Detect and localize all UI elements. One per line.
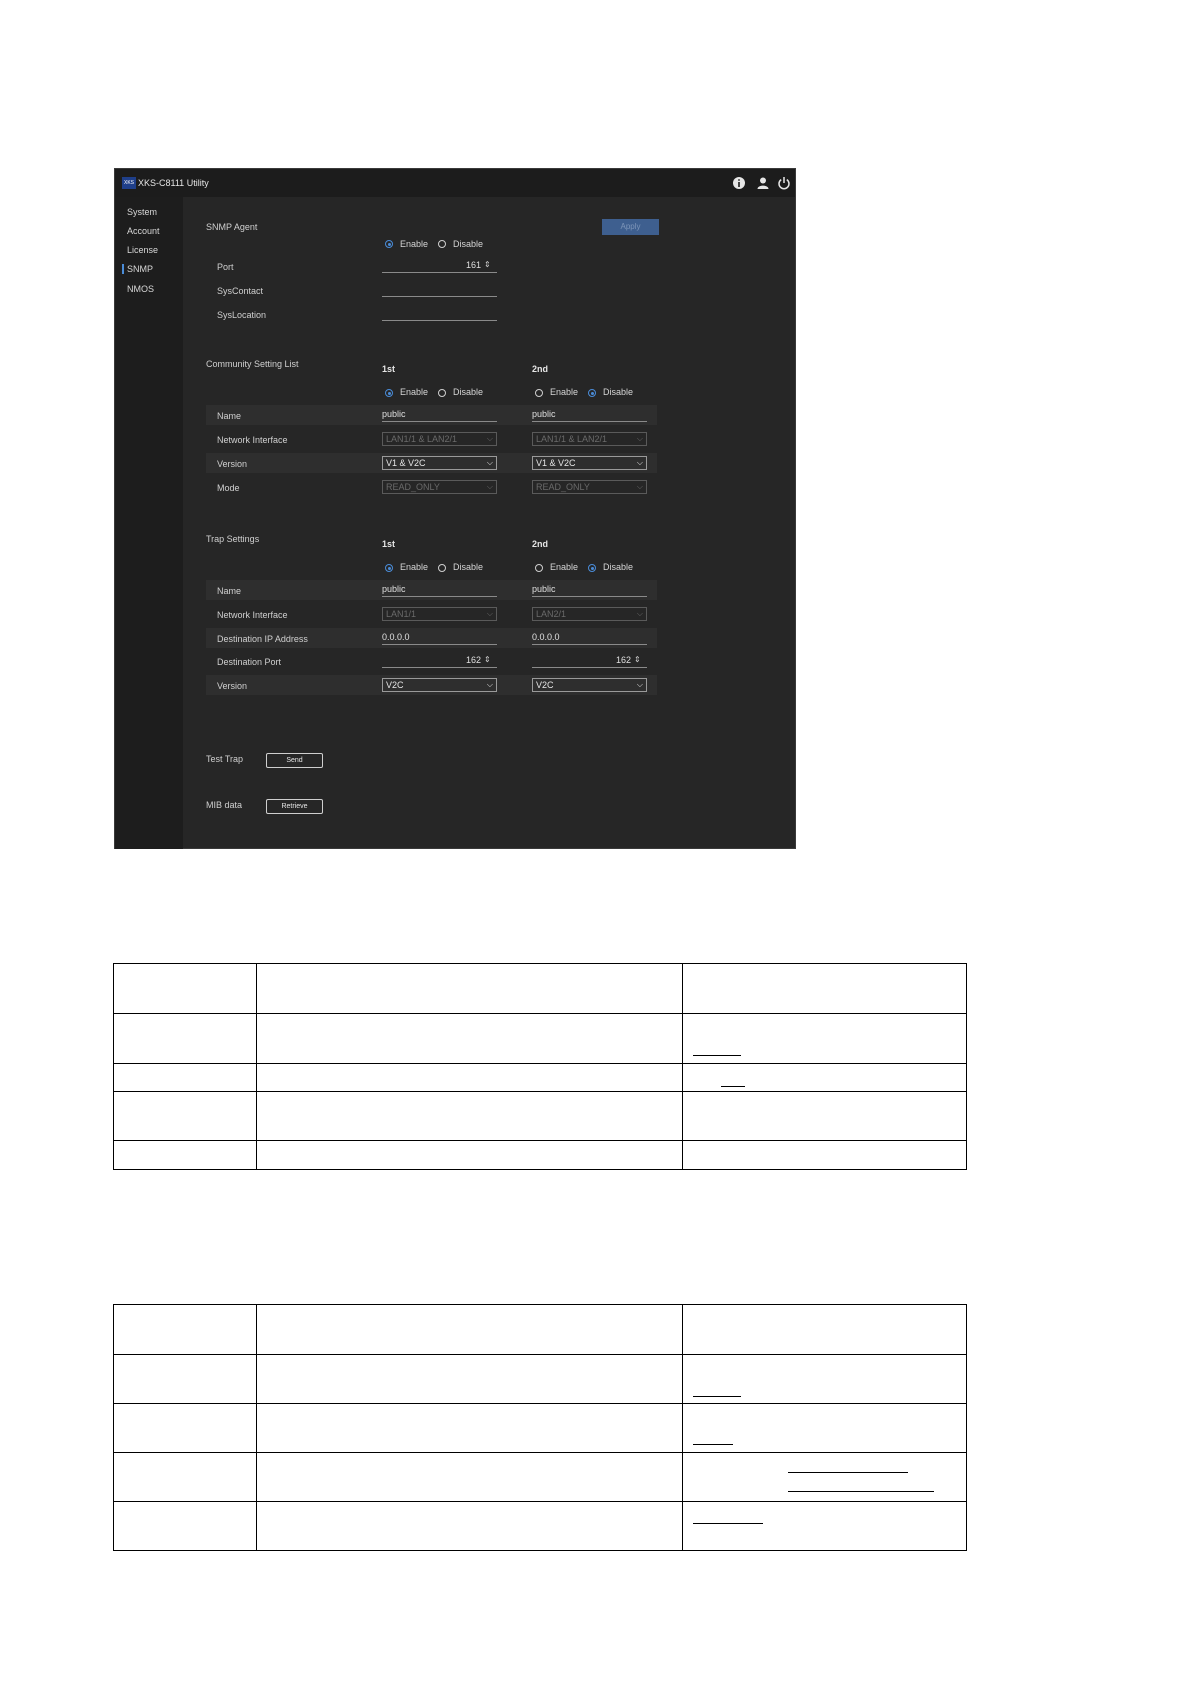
table-cell bbox=[257, 964, 683, 1014]
table-cell bbox=[257, 1502, 683, 1551]
send-button[interactable]: Send bbox=[266, 753, 323, 768]
table-row bbox=[114, 1502, 967, 1551]
trap2-name-input[interactable]: public bbox=[532, 582, 647, 597]
community2-netif-select[interactable] bbox=[532, 432, 647, 446]
trap2-enable-label: Enable bbox=[550, 562, 579, 572]
trap-col2-header: 2nd bbox=[532, 539, 549, 549]
sidebar bbox=[115, 197, 183, 849]
port-stepper-icon[interactable]: ⇕ bbox=[484, 260, 491, 269]
trap-netif-label: Network Interface bbox=[217, 610, 288, 620]
table-cell bbox=[257, 1355, 683, 1404]
sidebar-item-license[interactable]: License bbox=[127, 245, 159, 255]
table-cell bbox=[114, 1014, 257, 1064]
sidebar-item-account[interactable]: Account bbox=[127, 226, 160, 236]
community-heading: Community Setting List bbox=[206, 359, 299, 369]
trap-destip-label: Destination IP Address bbox=[217, 634, 308, 644]
community-version-label: Version bbox=[217, 459, 248, 469]
table-cell bbox=[114, 1305, 257, 1355]
trap2-version-select[interactable] bbox=[532, 678, 647, 692]
chevron-down-icon: ⌵ bbox=[486, 434, 493, 443]
underline bbox=[788, 1472, 908, 1473]
chevron-down-icon: ⌵ bbox=[636, 434, 643, 443]
table-cell bbox=[257, 1305, 683, 1355]
community-name-label: Name bbox=[217, 411, 242, 421]
table-cell bbox=[257, 1064, 683, 1092]
trap-destport-label: Destination Port bbox=[217, 657, 282, 667]
trap2-port-stepper-icon[interactable]: ⇕ bbox=[634, 655, 641, 664]
trap2-enable-radio[interactable] bbox=[535, 564, 543, 572]
underline bbox=[693, 1444, 733, 1445]
community1-version-select[interactable] bbox=[382, 456, 497, 470]
agent-disable-radio[interactable] bbox=[438, 240, 446, 248]
table-row bbox=[114, 1141, 967, 1170]
trap2-disable-label: Disable bbox=[603, 562, 634, 572]
agent-enable-label: Enable bbox=[400, 239, 429, 249]
table-cell bbox=[683, 1355, 967, 1404]
trap1-disable-label: Disable bbox=[453, 562, 484, 572]
trap2-version-value: V2C bbox=[536, 680, 554, 690]
parameter-table-1 bbox=[113, 963, 967, 1170]
trap2-destport-input[interactable] bbox=[532, 653, 647, 668]
community2-version-value: V1 & V2C bbox=[536, 458, 576, 468]
utility-window bbox=[114, 168, 796, 849]
trap1-port-stepper-icon[interactable]: ⇕ bbox=[484, 655, 491, 664]
community2-enable-label: Enable bbox=[550, 387, 579, 397]
community2-disable-radio[interactable] bbox=[588, 389, 596, 397]
sidebar-item-system[interactable]: System bbox=[127, 207, 158, 217]
underline bbox=[721, 1086, 745, 1087]
underline bbox=[693, 1396, 741, 1397]
power-icon[interactable] bbox=[777, 176, 791, 190]
trap-heading: Trap Settings bbox=[206, 534, 260, 544]
community1-disable-label: Disable bbox=[453, 387, 484, 397]
parameter-table-2 bbox=[113, 1304, 967, 1551]
table-cell bbox=[683, 1014, 967, 1064]
underline bbox=[788, 1491, 934, 1492]
trap2-netif-value: LAN2/1 bbox=[536, 609, 567, 619]
underline bbox=[693, 1523, 763, 1524]
table-row bbox=[114, 1404, 967, 1453]
user-icon[interactable] bbox=[756, 176, 770, 190]
port-input[interactable] bbox=[382, 258, 497, 273]
trap2-disable-radio[interactable] bbox=[588, 564, 596, 572]
table-cell bbox=[683, 1092, 967, 1141]
table-cell bbox=[257, 1014, 683, 1064]
snmp-agent-heading: SNMP Agent bbox=[206, 222, 258, 232]
community1-enable-label: Enable bbox=[400, 387, 429, 397]
table-cell bbox=[683, 1502, 967, 1551]
community2-version-select[interactable] bbox=[532, 456, 647, 470]
trap1-destport-value: 162 bbox=[465, 655, 481, 665]
agent-enable-radio[interactable] bbox=[385, 240, 393, 248]
table-cell bbox=[114, 1064, 257, 1092]
table-cell bbox=[114, 1355, 257, 1404]
trap1-destport-input[interactable] bbox=[382, 653, 497, 668]
syscontact-input[interactable] bbox=[382, 282, 497, 297]
chevron-down-icon: ⌵ bbox=[486, 609, 493, 618]
table-cell bbox=[683, 1453, 967, 1502]
community1-disable-radio[interactable] bbox=[438, 389, 446, 397]
port-value: 161 bbox=[465, 260, 481, 270]
chevron-down-icon: ⌵ bbox=[486, 458, 493, 467]
chevron-down-icon: ⌵ bbox=[636, 482, 643, 491]
trap1-netif-select[interactable] bbox=[382, 607, 497, 621]
trap1-name-input[interactable]: public bbox=[382, 582, 497, 597]
table-cell bbox=[114, 1092, 257, 1141]
table-cell bbox=[683, 1305, 967, 1355]
syslocation-input[interactable] bbox=[382, 306, 497, 321]
table-row bbox=[114, 1014, 967, 1064]
chevron-down-icon: ⌵ bbox=[636, 680, 643, 689]
table-cell bbox=[114, 1502, 257, 1551]
underline bbox=[693, 1055, 741, 1056]
chevron-down-icon: ⌵ bbox=[486, 680, 493, 689]
table-cell bbox=[114, 964, 257, 1014]
community2-mode-value: READ_ONLY bbox=[536, 482, 590, 492]
trap1-disable-radio[interactable] bbox=[438, 564, 446, 572]
community1-version-value: V1 & V2C bbox=[386, 458, 426, 468]
table-row bbox=[114, 1355, 967, 1404]
trap1-version-value: V2C bbox=[386, 680, 404, 690]
community2-disable-label: Disable bbox=[603, 387, 634, 397]
apply-button[interactable]: Apply bbox=[602, 219, 659, 235]
table-cell bbox=[257, 1453, 683, 1502]
title-bar bbox=[115, 169, 795, 197]
trap2-destport-value: 162 bbox=[615, 655, 631, 665]
table-row bbox=[114, 1064, 967, 1092]
table-cell bbox=[114, 1404, 257, 1453]
retrieve-button[interactable]: Retrieve bbox=[266, 799, 323, 814]
community1-netif-select[interactable] bbox=[382, 432, 497, 446]
port-label: Port bbox=[217, 262, 234, 272]
agent-disable-label: Disable bbox=[453, 239, 484, 249]
trap2-netif-select[interactable] bbox=[532, 607, 647, 621]
community1-name-input[interactable]: public bbox=[382, 407, 497, 422]
syslocation-label: SysLocation bbox=[217, 310, 267, 320]
trap1-version-select[interactable] bbox=[382, 678, 497, 692]
chevron-down-icon: ⌵ bbox=[636, 609, 643, 618]
table-cell bbox=[114, 1453, 257, 1502]
community-mode-label: Mode bbox=[217, 483, 240, 493]
trap1-enable-label: Enable bbox=[400, 562, 429, 572]
table-row bbox=[114, 1305, 967, 1355]
trap-name-label: Name bbox=[217, 586, 242, 596]
community2-netif-value: LAN1/1 & LAN2/1 bbox=[536, 434, 608, 444]
table-cell bbox=[683, 1064, 967, 1092]
trap1-destip-input[interactable]: 0.0.0.0 bbox=[382, 630, 497, 645]
sidebar-item-snmp[interactable]: SNMP bbox=[122, 264, 153, 274]
table-cell bbox=[683, 1141, 967, 1170]
sidebar-item-nmos[interactable]: NMOS bbox=[127, 284, 154, 294]
syscontact-label: SysContact bbox=[217, 286, 264, 296]
table-cell bbox=[683, 1404, 967, 1453]
community1-mode-select[interactable] bbox=[382, 480, 497, 494]
chevron-down-icon: ⌵ bbox=[636, 458, 643, 467]
community-col1-header: 1st bbox=[382, 364, 396, 374]
table-row bbox=[114, 1453, 967, 1502]
table-cell bbox=[114, 1141, 257, 1170]
trap1-netif-value: LAN1/1 bbox=[386, 609, 417, 619]
community-netif-label: Network Interface bbox=[217, 435, 288, 445]
table-row bbox=[114, 1092, 967, 1141]
table-row bbox=[114, 964, 967, 1014]
community1-mode-value: READ_ONLY bbox=[386, 482, 440, 492]
test-trap-label: Test Trap bbox=[206, 754, 244, 764]
community1-enable-radio[interactable] bbox=[385, 389, 393, 397]
community2-mode-select[interactable] bbox=[532, 480, 647, 494]
trap2-destip-input[interactable]: 0.0.0.0 bbox=[532, 630, 647, 645]
mib-data-label: MIB data bbox=[206, 800, 243, 810]
community1-netif-value: LAN1/1 & LAN2/1 bbox=[386, 434, 458, 444]
table-cell bbox=[683, 964, 967, 1014]
app-logo: XKS bbox=[122, 177, 136, 189]
trap-version-label: Version bbox=[217, 681, 248, 691]
community-col2-header: 2nd bbox=[532, 364, 549, 374]
trap-col1-header: 1st bbox=[382, 539, 396, 549]
community2-name-input[interactable]: public bbox=[532, 407, 647, 422]
info-icon[interactable] bbox=[732, 176, 746, 190]
trap1-enable-radio[interactable] bbox=[385, 564, 393, 572]
community2-enable-radio[interactable] bbox=[535, 389, 543, 397]
table-cell bbox=[257, 1092, 683, 1141]
app-title: XKS-C8111 Utility bbox=[138, 178, 209, 188]
table-cell bbox=[257, 1404, 683, 1453]
chevron-down-icon: ⌵ bbox=[486, 482, 493, 491]
table-cell bbox=[257, 1141, 683, 1170]
